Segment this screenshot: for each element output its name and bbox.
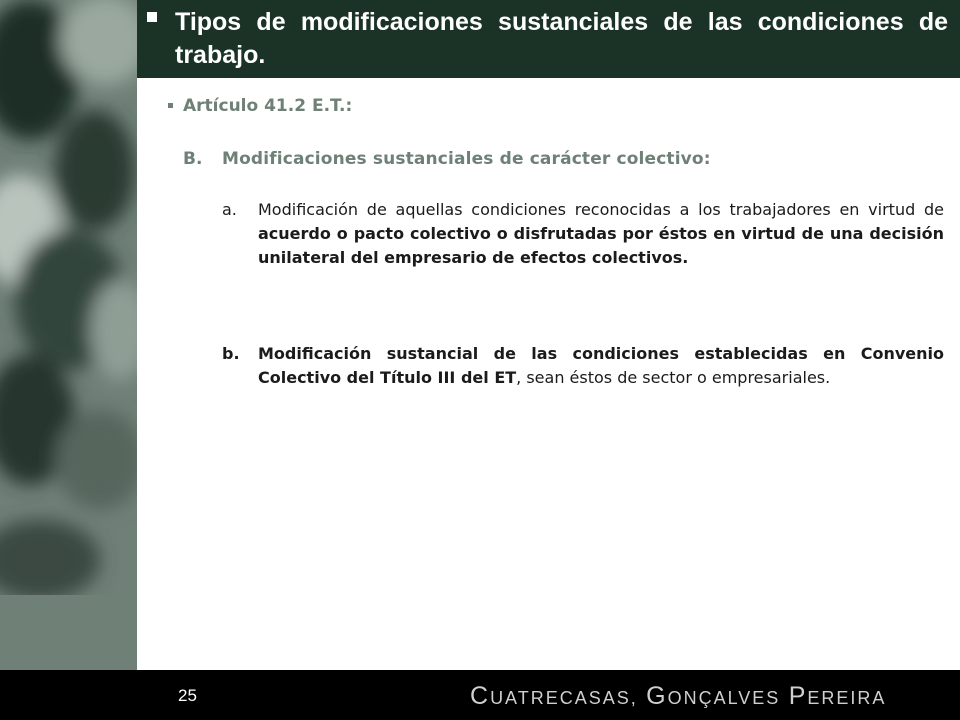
title-bullet-icon [147,12,157,22]
item-b-marker: b. [222,344,240,363]
item-a-text-segment: Modificación de aquellas condiciones reconocidas a los trabajadores en virtud de [258,200,944,219]
item-a-bold-segment: acuerdo o pacto colectivo o disfrutadas por éstos en virtud de una decisión unilateral del empresario de efectos colectivos. [258,224,944,267]
item-a-text [258,198,944,270]
brand-logo [470,683,886,711]
slide-title: Tipos de modificaciones sustanciales de las condiciones de trabajo. [175,8,948,69]
section-b-heading: Modificaciones sustanciales de carácter colectivo: [222,149,711,169]
brand-name: CUATRECASAS, GONÇALVES PEREIRA [470,682,887,710]
people-photo-image [0,0,137,670]
section-b-marker: B. [183,149,203,169]
article-heading: Artículo 41.2 E.T.: [183,96,353,116]
article-bullet-icon [168,103,173,108]
item-b-text-segment: , sean éstos de sector o empresariales. [516,368,831,387]
item-b-text [258,342,944,390]
item-b-bold-segment: Modificación sustancial de las condiciones establecidas en Convenio Colectivo del Título III del ET [258,344,944,387]
item-a-marker: a. [222,200,237,219]
decorative-photo-panel [0,0,137,670]
page-number: 25 [178,686,197,705]
